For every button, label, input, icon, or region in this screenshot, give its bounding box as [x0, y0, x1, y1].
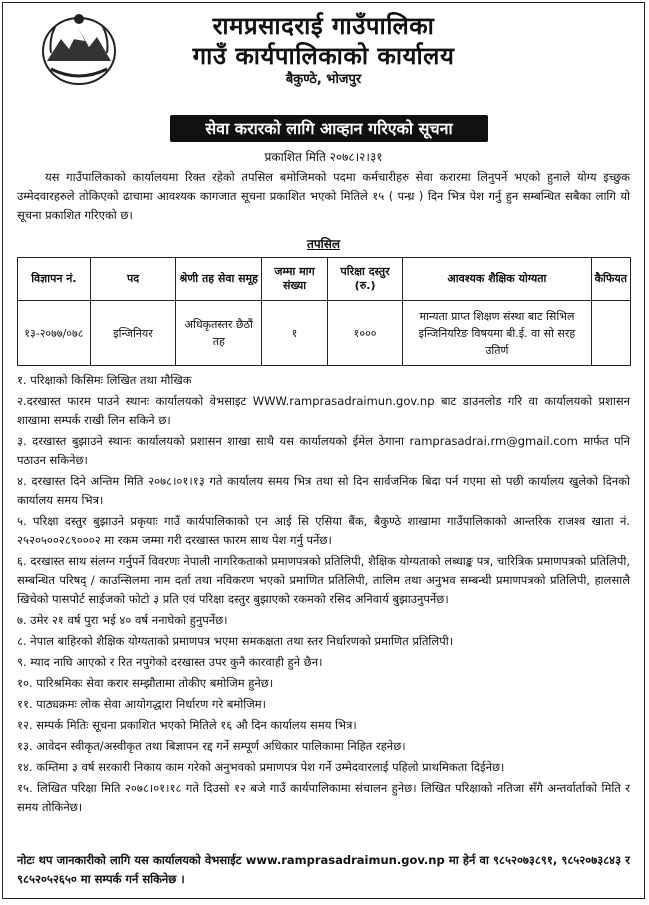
- notice-banner: सेवा करारको लागि आव्हान गरिएको सूचना: [170, 115, 488, 142]
- intro-paragraph: यस गाउँपालिकाको कार्यालयमा रिक्त रहेको तपसिल बमोजिमको पदमा कर्मचारीहरु सेवा करारमा लिनुपर्ने भएको हुनाले योग्य इच्छुक उम्मेदवारहरुले तोकिएको ढाचामा आवश्यक कागजात सूचना प्रकाशित भएको मितिले १५ ( पन्ध्र ) दिन भित्र पेश गर्नु हुन सम्बन्धित सबैका लागि यो सूचना प्रकाशित गरिएको छ।: [17, 170, 630, 222]
- cell-level: अधिकृतस्तर छैठौं तह: [176, 301, 262, 366]
- list-item: ४. दरखास्त दिने अन्तिम मिति २०७८।०१।१३ गते कार्यालय समय भित्र तथा सो दिन सार्वजनिक बिदा पर्न गएमा सो पछी कार्यालय खुलेको दिनको कार्यालय समय भित्र।: [17, 474, 630, 507]
- list-item: ९. म्याद नाघि आएको र रित नपुगेको दरखास्त उपर कुनै कारवाही हुने छैन।: [17, 655, 323, 669]
- office-title: गाउँ कार्यपालिकाको कार्यालय: [192, 42, 455, 70]
- published-date: प्रकाशित मिति २०७८।२।३१: [264, 150, 383, 164]
- list-item: १२. सम्पर्क मितिः सूचना प्रकाशित भएको मितिले १६ औ दिन कार्यालय समय भित्र।: [17, 718, 357, 732]
- municipality-title: रामप्रसादराई गाउँपालिका: [212, 12, 435, 40]
- list-item: ८. नेपाल बाहिरको शैक्षिक योग्यताको प्रमाणपत्र भएमा समकक्षता तथा स्तर निर्धारणको प्रमाणित प्रतिलिपी।: [17, 634, 454, 648]
- list-item: १०. पारिश्रमिकः सेवा करार सम्झौतामा तोकीए बमोजिम हुनेछ।: [17, 676, 274, 690]
- table-caption: तपसिल: [306, 237, 340, 251]
- list-item: १. परिक्षाको किसिमः लिखित तथा मौखिक: [17, 373, 192, 387]
- cell-advert-number: १३-२०७७/०७८: [18, 301, 91, 366]
- column-header: जम्मा माग संख्या: [262, 258, 328, 301]
- list-item: १४. कम्तिमा ३ वर्ष सरकारी निकाय काम गरेको अनुभवको प्रमाणपत्र पेश गर्ने उम्मेदवारलाई पहिलो प्राथमिकता दिईनेछ।: [17, 760, 505, 774]
- list-item: १३. आवेदन स्वीकृत/अस्वीकृत तथा बिज्ञापन रद्द गर्ने सम्पूर्ण अधिकार पालिकामा निहित रहनेछ।: [17, 739, 406, 753]
- cell-exam-fee: १०००: [327, 301, 402, 366]
- table-header-row: [18, 258, 631, 301]
- column-header: श्रेणी तह सेवा समूह: [176, 258, 262, 301]
- conditions-list: [17, 371, 630, 819]
- column-header: विज्ञापन नं.: [18, 258, 91, 301]
- contact-note: नोटः थप जानकारीको लागि यस कार्यालयको वेभसाईट www.ramprasadraimun.gov.np मा हेर्न वा ९८५२०७३८९१, ९८५२०७३८४३ र ९८५२०५२६५० मा सम्पर्क गर्न सकिनेछ ।: [17, 853, 630, 886]
- column-header: कैफियत: [591, 258, 630, 301]
- cell-qualification: मान्यता प्राप्त शिक्षण संस्था बाट सिभिल इन्जिनियरिङ विषयमा बी.ई. वा सो सरह उतिर्ण: [403, 301, 591, 366]
- list-item: ५. परिक्षा दस्तुर बुझाउने प्रकृयाः गाउँ कार्यपालिकाको एन आई सि एसिया बैंक, बैकुण्ठे शाखामा गाउँपालिकाको आन्तरिक राजश्व खाता नं. २५२०५००२८९०००२ मा रकम जम्मा गरी दरखास्त फारम साथ पेश गर्नु पर्नेछ।: [17, 514, 630, 547]
- column-header: परिक्षा दस्तुर (रु.): [327, 258, 402, 301]
- letterhead: [3, 11, 644, 89]
- cell-post: इन्जिनियर: [90, 301, 176, 366]
- column-header: आवश्यक शैक्षिक योग्यता: [403, 258, 591, 301]
- office-address: बैकुण्ठे, भोजपुर: [285, 72, 362, 87]
- vacancy-table: [17, 257, 631, 366]
- list-item: ६. दरखास्त साथ संलग्न गर्नुपर्ने विवरणः नेपाली नागरिकताको प्रमाणपत्रको प्रतिलिपी, शैक्षिक योग्यताको लब्धाङ्क पत्र, चारित्रिक प्रमाणपत्रको प्रतिलिपी, सम्बन्धित परिषद् / काउन्सिलमा नाम दर्ता तथा नविकरण भएको प्रमाणित प्रतिलिपी, तालिम तथा अनुभव सम्बन्धी प्रमाणपत्रको प्रतिलिपी, हालसालै खिचेको पासपोर्ट साईजको फोटो ३ प्रति एवं परिक्षा दस्तुर बुझाएको रकमको रसिद अनिवार्य बुझाउनुपर्नेछ।: [17, 554, 630, 606]
- notice-page: [2, 2, 645, 899]
- list-item: ७. उमेर २१ वर्ष पुरा भई ४० वर्ष ननाघेको हुनुपर्नेछ।: [17, 613, 228, 627]
- column-header: पद: [90, 258, 176, 301]
- list-item: २.दरखास्त फारम पाउने स्थानः कार्यालयको वेभसाइट WWW.ramprasadraimun.gov.np बाट डाउनलोड गरि वा कार्यालयको प्रशासन शाखामा सम्पर्क राखी लिन सकिने छ।: [17, 394, 630, 427]
- list-item: ११. पाठ्यक्रमः लोक सेवा आयोगद्धारा निर्धारण गरे बमोजिम।: [17, 697, 266, 711]
- cell-quantity: १: [262, 301, 328, 366]
- cell-remarks: [591, 301, 630, 366]
- table-row: [18, 301, 631, 366]
- list-item: १५. लिखित परिक्षा मिति २०७८।०१।१८ गते दिउसो १२ बजे गाउँ कार्यपालिकामा संचालन हुनेछ। लिखित परिक्षाको नतिजा सँगै अन्तर्वार्ताको मिति र समय तोकिनेछ।: [17, 781, 630, 814]
- list-item: ३. दरखास्त बुझाउने स्थानः कार्यालयको प्रशासन शाखा साथै यस कार्यालयको ईमेल ठेगाना ramprasadrai.rm@gmail.com मार्फत पनि पठाउन सकिनेछ।: [17, 434, 630, 467]
